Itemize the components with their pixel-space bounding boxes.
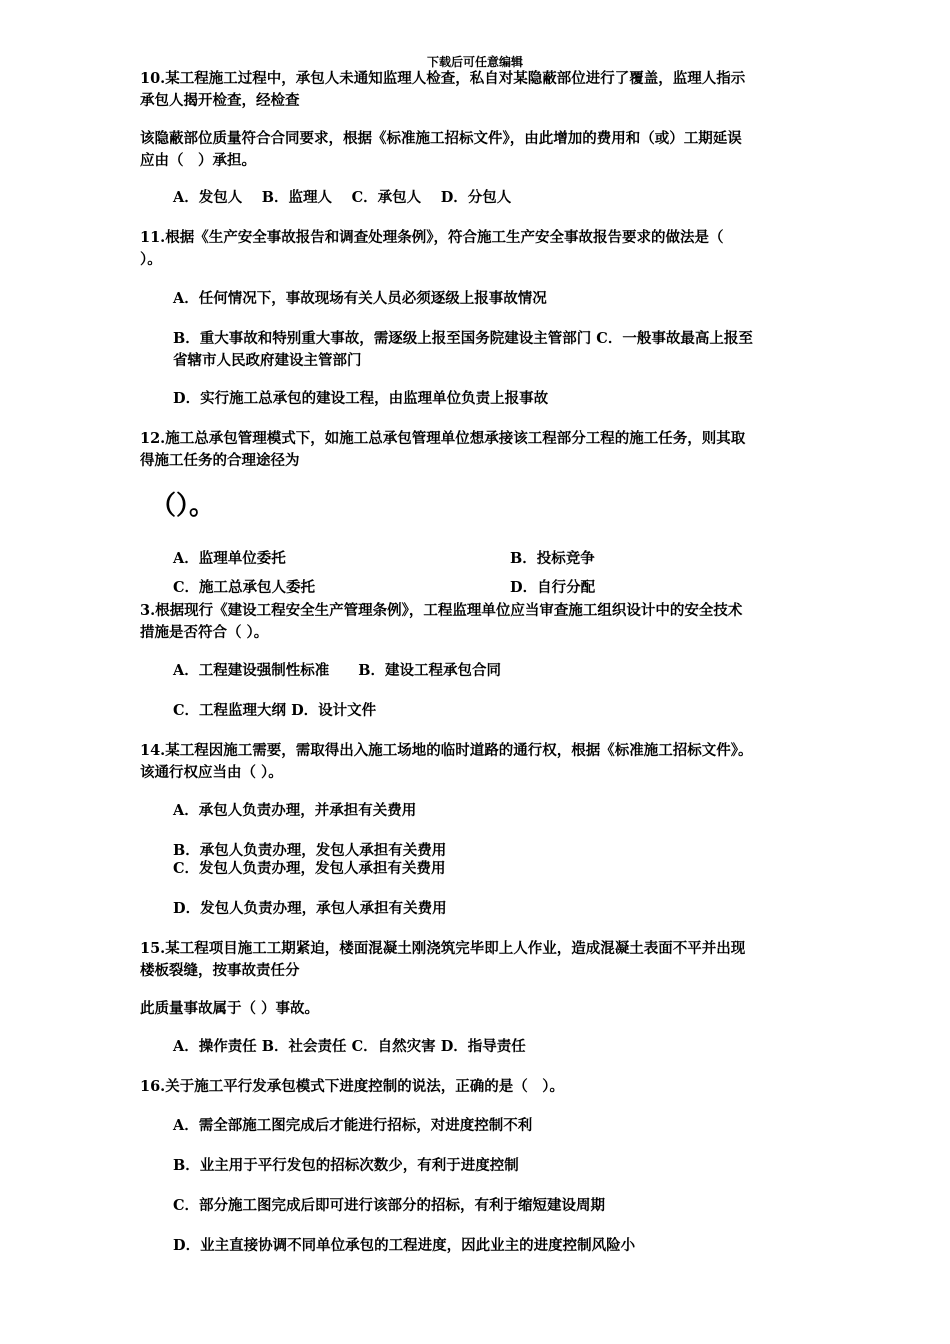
q14-option-c: C．发包人负责办理，发包人承担有关费用	[173, 860, 446, 877]
q12-option-d: D．自行分配	[510, 579, 596, 596]
q12-option-a: A．监理单位委托	[173, 550, 286, 567]
q16-option-d: D．业主直接协调不同单位承包的工程进度，因此业主的进度控制风险小	[173, 1237, 636, 1254]
q14-stem-line2: 该通行权应当由（ ）。	[140, 764, 283, 781]
q15-stem-line1: 15.某工程项目施工工期紧迫，楼面混凝土刚浇筑完毕即上人作业，造成混凝土表面不平并出现	[140, 940, 746, 957]
q16-option-b: B．业主用于平行发包的招标次数少，有利于进度控制	[173, 1157, 519, 1174]
q11-stem-line1: 11.根据《生产安全事故报告和调查处理条例》，符合施工生产安全事故报告要求的做法是（	[140, 229, 724, 246]
q14-option-b: B．承包人负责办理，发包人承担有关费用	[173, 842, 447, 859]
q14-option-a: A．承包人负责办理，并承担有关费用	[173, 802, 417, 819]
q14-option-d: D．发包人负责办理，承包人承担有关费用	[173, 900, 447, 917]
q14-stem-line1: 14.某工程因施工需要，需取得出入施工场地的临时道路的通行权，根据《标准施工招标文件》。	[140, 742, 753, 759]
q13-options-ab: A．工程建设强制性标准 B．建设工程承包合同	[173, 662, 502, 679]
q10-stem-line2: 承包人揭开检查，经检查	[140, 92, 300, 109]
q10-stem-line3: 该隐蔽部位质量符合合同要求，根据《标准施工招标文件》，由此增加的费用和（或）工期延误	[140, 130, 742, 147]
q16-option-a: A．需全部施工图完成后才能进行招标，对进度控制不利	[173, 1117, 533, 1134]
q15-stem-line2: 楼板裂缝，按事故责任分	[140, 962, 300, 979]
q10-stem-line4: 应由（ ）承担。	[140, 152, 256, 169]
q13-stem-line1: 3.根据现行《建设工程安全生产管理条例》，工程监理单位应当审查施工组织设计中的安全技术	[140, 602, 743, 619]
q12-option-c: C．施工总承包人委托	[173, 579, 316, 596]
q16-stem: 16.关于施工平行发承包模式下进度控制的说法，正确的是（ ）。	[140, 1078, 564, 1095]
page-header: 下载后可任意编辑	[426, 55, 523, 69]
q11-option-a: A．任何情况下，事故现场有关人员必须逐级上报事故情况	[173, 290, 547, 307]
q11-stem-line2: ）。	[140, 251, 162, 268]
q11-option-d: D．实行施工总承包的建设工程，由监理单位负责上报事故	[173, 390, 549, 407]
q13-options-cd: C．工程监理大纲 D．设计文件	[173, 702, 377, 719]
q13-stem-line2: 措施是否符合（ ）。	[140, 624, 269, 641]
q11-option-bc-line2: 省辖市人民政府建设主管部门	[173, 352, 362, 369]
q15-stem-line3: 此质量事故属于（ ）事故。	[140, 1000, 320, 1017]
q12-stem-line2: 得施工任务的合理途径为	[140, 452, 300, 469]
q11-option-bc-line1: B．重大事故和特别重大事故，需逐级上报至国务院建设主管部门 C．一般事故最高上报至	[173, 330, 753, 347]
q12-answer-paren: （）。	[150, 491, 216, 521]
q15-options: A．操作责任 B．社会责任 C．自然灾害 D．指导责任	[173, 1038, 526, 1055]
q12-stem-line1: 12.施工总承包管理模式下，如施工总承包管理单位想承接该工程部分工程的施工任务，则其取	[140, 430, 746, 447]
q16-option-c: C．部分施工图完成后即可进行该部分的招标，有利于缩短建设周期	[173, 1197, 606, 1214]
q10-options: A．发包人 B．监理人 C．承包人 D．分包人	[173, 189, 512, 206]
q10-stem-line1: 10.某工程施工过程中，承包人未通知监理人检查，私自对某隐蔽部位进行了覆盖，监理人指示	[140, 70, 746, 87]
q12-option-b: B．投标竞争	[510, 550, 595, 567]
